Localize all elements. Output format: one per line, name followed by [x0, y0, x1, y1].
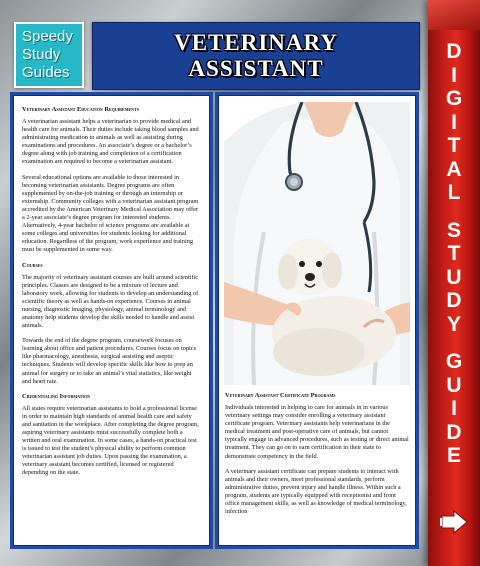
- ribbon-letter: G: [445, 350, 463, 373]
- ribbon-letter: S: [446, 218, 461, 242]
- title-banner: [92, 22, 420, 90]
- ribbon-letter: D: [446, 40, 462, 63]
- ribbon-letter: I: [451, 397, 457, 420]
- speedy-study-guides-logo: [14, 22, 84, 88]
- ribbon-letter: T: [447, 242, 461, 265]
- ribbon-letter: T: [447, 134, 461, 157]
- left-text-panel: [13, 95, 210, 546]
- ribbon-letter: A: [446, 157, 462, 181]
- paragraph: Individuals interested in helping to care for animals in in various veterinary settings may consider enrolling a veterinary assistant certificate program. Veterinary assistants help veterinarians in the medical treatment and post-operative care of animals, but cannot typically engage in advanced procedures, such as testing or direct animal treatment. They can go on to earn certification in their state to demonstrate competency in the field.: [225, 404, 409, 460]
- ribbon-letter: E: [446, 444, 461, 467]
- vet-with-dog-illustration: [224, 102, 410, 385]
- section-heading-certificate: Veterinary Assistant Certificate Programs: [225, 392, 336, 399]
- right-text-block: [225, 388, 411, 523]
- paragraph: Several educational options are available to those interested in becoming veterinarian assistants. Degree programs are often supplemented by on-the-job training or through an internship or externship. Community colleges with a veterinarian assistant program accredited by the American Veterinary Medical Association may offer a 2-year associate’s degree program for interested students. Alternatively, 4-year bachelor of science programs are available at some colleges and universities for students looking for additional education. Regardless of the program, work experience and training must be supplemented in some way.: [22, 173, 199, 254]
- ribbon-text: [428, 40, 480, 468]
- title-line-2: ASSISTANT: [188, 56, 324, 81]
- ribbon-letter: I: [451, 63, 457, 87]
- vet-with-dog-photo: [224, 102, 410, 385]
- ribbon-letter: D: [446, 420, 462, 444]
- section-heading-courses: Courses: [22, 261, 43, 269]
- ribbon-letter: Y: [446, 312, 461, 336]
- ribbon-letter: G: [445, 87, 463, 110]
- play-arrow-icon: [440, 510, 468, 534]
- title-line-1: VETERINARY: [174, 30, 338, 55]
- ribbon-fold: [428, 0, 480, 30]
- digital-study-guide-ribbon: [428, 0, 480, 566]
- logo-line-2: Study: [22, 46, 61, 63]
- right-text-panel: [218, 95, 416, 546]
- ribbon-letter: L: [447, 181, 461, 204]
- ribbon-letter: I: [451, 110, 457, 134]
- paragraph: All states require veterinarian assistants to hold a professional license in order to maintain high standards of animal health care and safety and sanitation in the workplace. After completing the degree program, aspiring veterinary assistants must successfully complete both a written and oral examination. In some cases, a hands-on practical test is issued to test the student’s physical ability to perform common veterinarian assistant job duties. Upon passing the examination, a veterinary assistant becomes certified, licensed or registered depending on the state.: [22, 404, 199, 477]
- section-heading-credentialing: Credentialing Information: [22, 392, 90, 400]
- paragraph: Towards the end of the degree program, coursework focuses on learning about office and patient procedures. Courses focus on topics like pharmacology, anesthesia, surgical assisting and aseptic techniques. Students will develop specific skills like how to prep an animal for surgery or to take an animal’s vital statistics, like weight and heart rate.: [22, 337, 197, 385]
- ribbon-letter: U: [446, 373, 462, 397]
- ribbon-letter: D: [446, 289, 462, 312]
- paragraph: A veterinarian assistant helps a veterinarian to provide medical and health care for animals. Their duties include taking blood samples and administrating medication to animals as well as assisting during examinations and procedures. An associate’s degree or a bachelor’s degree along with job training and completion of a certification examination are required to become a veterinarian assistant.: [22, 118, 199, 166]
- paragraph: The majority of veterinary assistant courses are built around scientific principles. Classes are designed to be a mixture of lecture and laboratory work, allowing for students to develop an understanding of scientific theory as well as hands-on experience. Courses in animal nursing, diagnostic imaging, physiology, animal terminology and anatomy help students develop the skills needed to handle and assist animals.: [22, 273, 199, 330]
- section-heading-education: Veterinary Assistant Education Requirements: [22, 106, 139, 113]
- paragraph: A veterinary assistant certificate can prepare students to interact with animals and their owners, meet professional standards, perform administrative duties, prevent injury and handle illness. Within such a program, students are typically equipped with receptionist and front office management skills, as well as knowledge of medical terminology, infection: [225, 467, 407, 516]
- ribbon-letter: U: [446, 265, 462, 289]
- logo-line-3: Guides: [22, 64, 70, 81]
- logo-line-1: Speedy: [22, 28, 73, 45]
